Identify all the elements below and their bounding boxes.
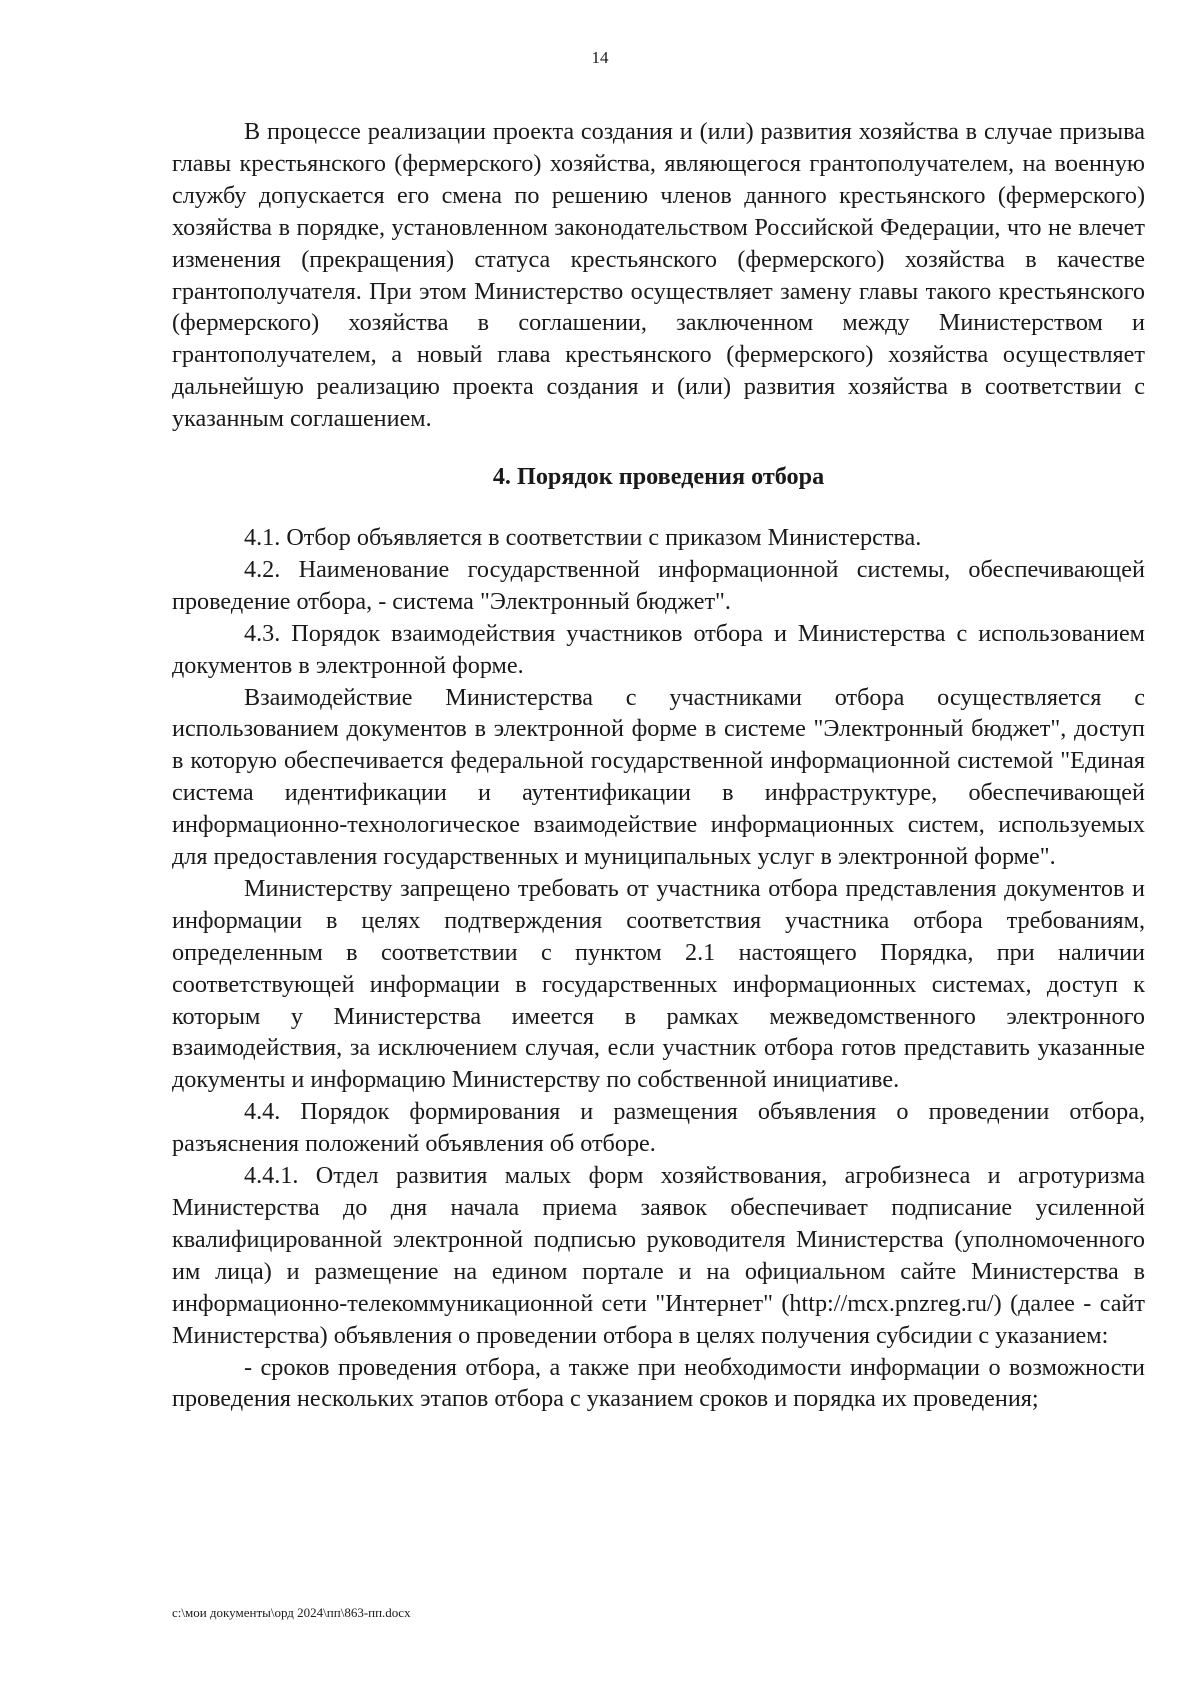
paragraph: 4.1. Отбор объявляется в соответствии с приказом Министерства. (244, 523, 922, 551)
section-heading: 4. Порядок проведения отбора (492, 463, 825, 491)
paragraph: 4.4. Порядок формирования и размещения объявления о проведении отбора, разъяснения положений объявления об отборе. (172, 1098, 1145, 1158)
paragraph: 4.2. Наименование государственной информационной системы, обеспечивающей проведение отбора, - система "Электронный бюджет". (172, 555, 1145, 615)
paragraph: В процессе реализации проекта создания и (или) развития хозяйства в случае призыва главы крестьянского (фермерского) хозяйства, являющегося грантополучателем, на военную службу допускается его смена по решению членов данного крестьянского (фермерского) хозяйства в порядке, установленном законодательством Российской Федерации, что не влечет изменения (прекращения) статуса крестьянского (фермерского) хозяйства в качестве грантополучателя. При этом Министерство осуществляет замену главы такого крестьянского (фермерского) хозяйства в соглашении, заключенном между Министерством и грантополучателем, а новый глава крестьянского (фермерского) хозяйства осуществляет дальнейшую реализацию проекта создания и (или) развития хозяйства в соответствии с указанным соглашением. (172, 118, 1145, 433)
paragraph: Министерству запрещено требовать от участника отбора представления документов и информации в целях подтверждения соответствия участника отбора требованиям, определенным в соответствии с пунктом 2.1 настоящего Порядка, при наличии соответствующей информации в государственных информационных системах, доступ к которым у Министерства имеется в рамках межведомственного электронного взаимодействия, за исключением случая, если участник отбора готов представить указанные документы и информацию Министерству по собственной инициативе. (172, 874, 1145, 1094)
page-number: 14 (591, 48, 609, 67)
document-body (172, 116, 1145, 1415)
paragraph: 4.4.1. Отдел развития малых форм хозяйствования, агробизнеса и агротуризма Министерства до дня начала приема заявок обеспечивает подписание усиленной квалифицированной электронной подписью руководителя Министерства (уполномоченного им лица) и размещение на едином портале и на официальном сайте Министерства в информационно-телекоммуникационной сети "Интернет" (http://mcx.pnzreg.ru/) (далее - сайт Министерства) объявления о проведении отбора в целях получения субсидии с указанием: (172, 1162, 1145, 1349)
footer-file-path: c:\мои документы\орд 2024\пп\863-пп.docx (172, 1605, 411, 1620)
paragraph: Взаимодействие Министерства с участниками отбора осуществляется с использованием документов в электронной форме в системе "Электронный бюджет", доступ в которую обеспечивается федеральной государственной информационной системой "Единая система идентификации и аутентификации в инфраструктуре, обеспечивающей информационно-технологическое взаимодействие информационных систем, используемых для предоставления государственных и муниципальных услуг в электронной форме". (172, 683, 1145, 871)
paragraph: - сроков проведения отбора, а также при необходимости информации о возможности проведения нескольких этапов отбора с указанием сроков и порядка их проведения; (172, 1353, 1145, 1413)
paragraph: 4.3. Порядок взаимодействия участников отбора и Министерства с использованием документов в электронной форме. (172, 619, 1145, 679)
